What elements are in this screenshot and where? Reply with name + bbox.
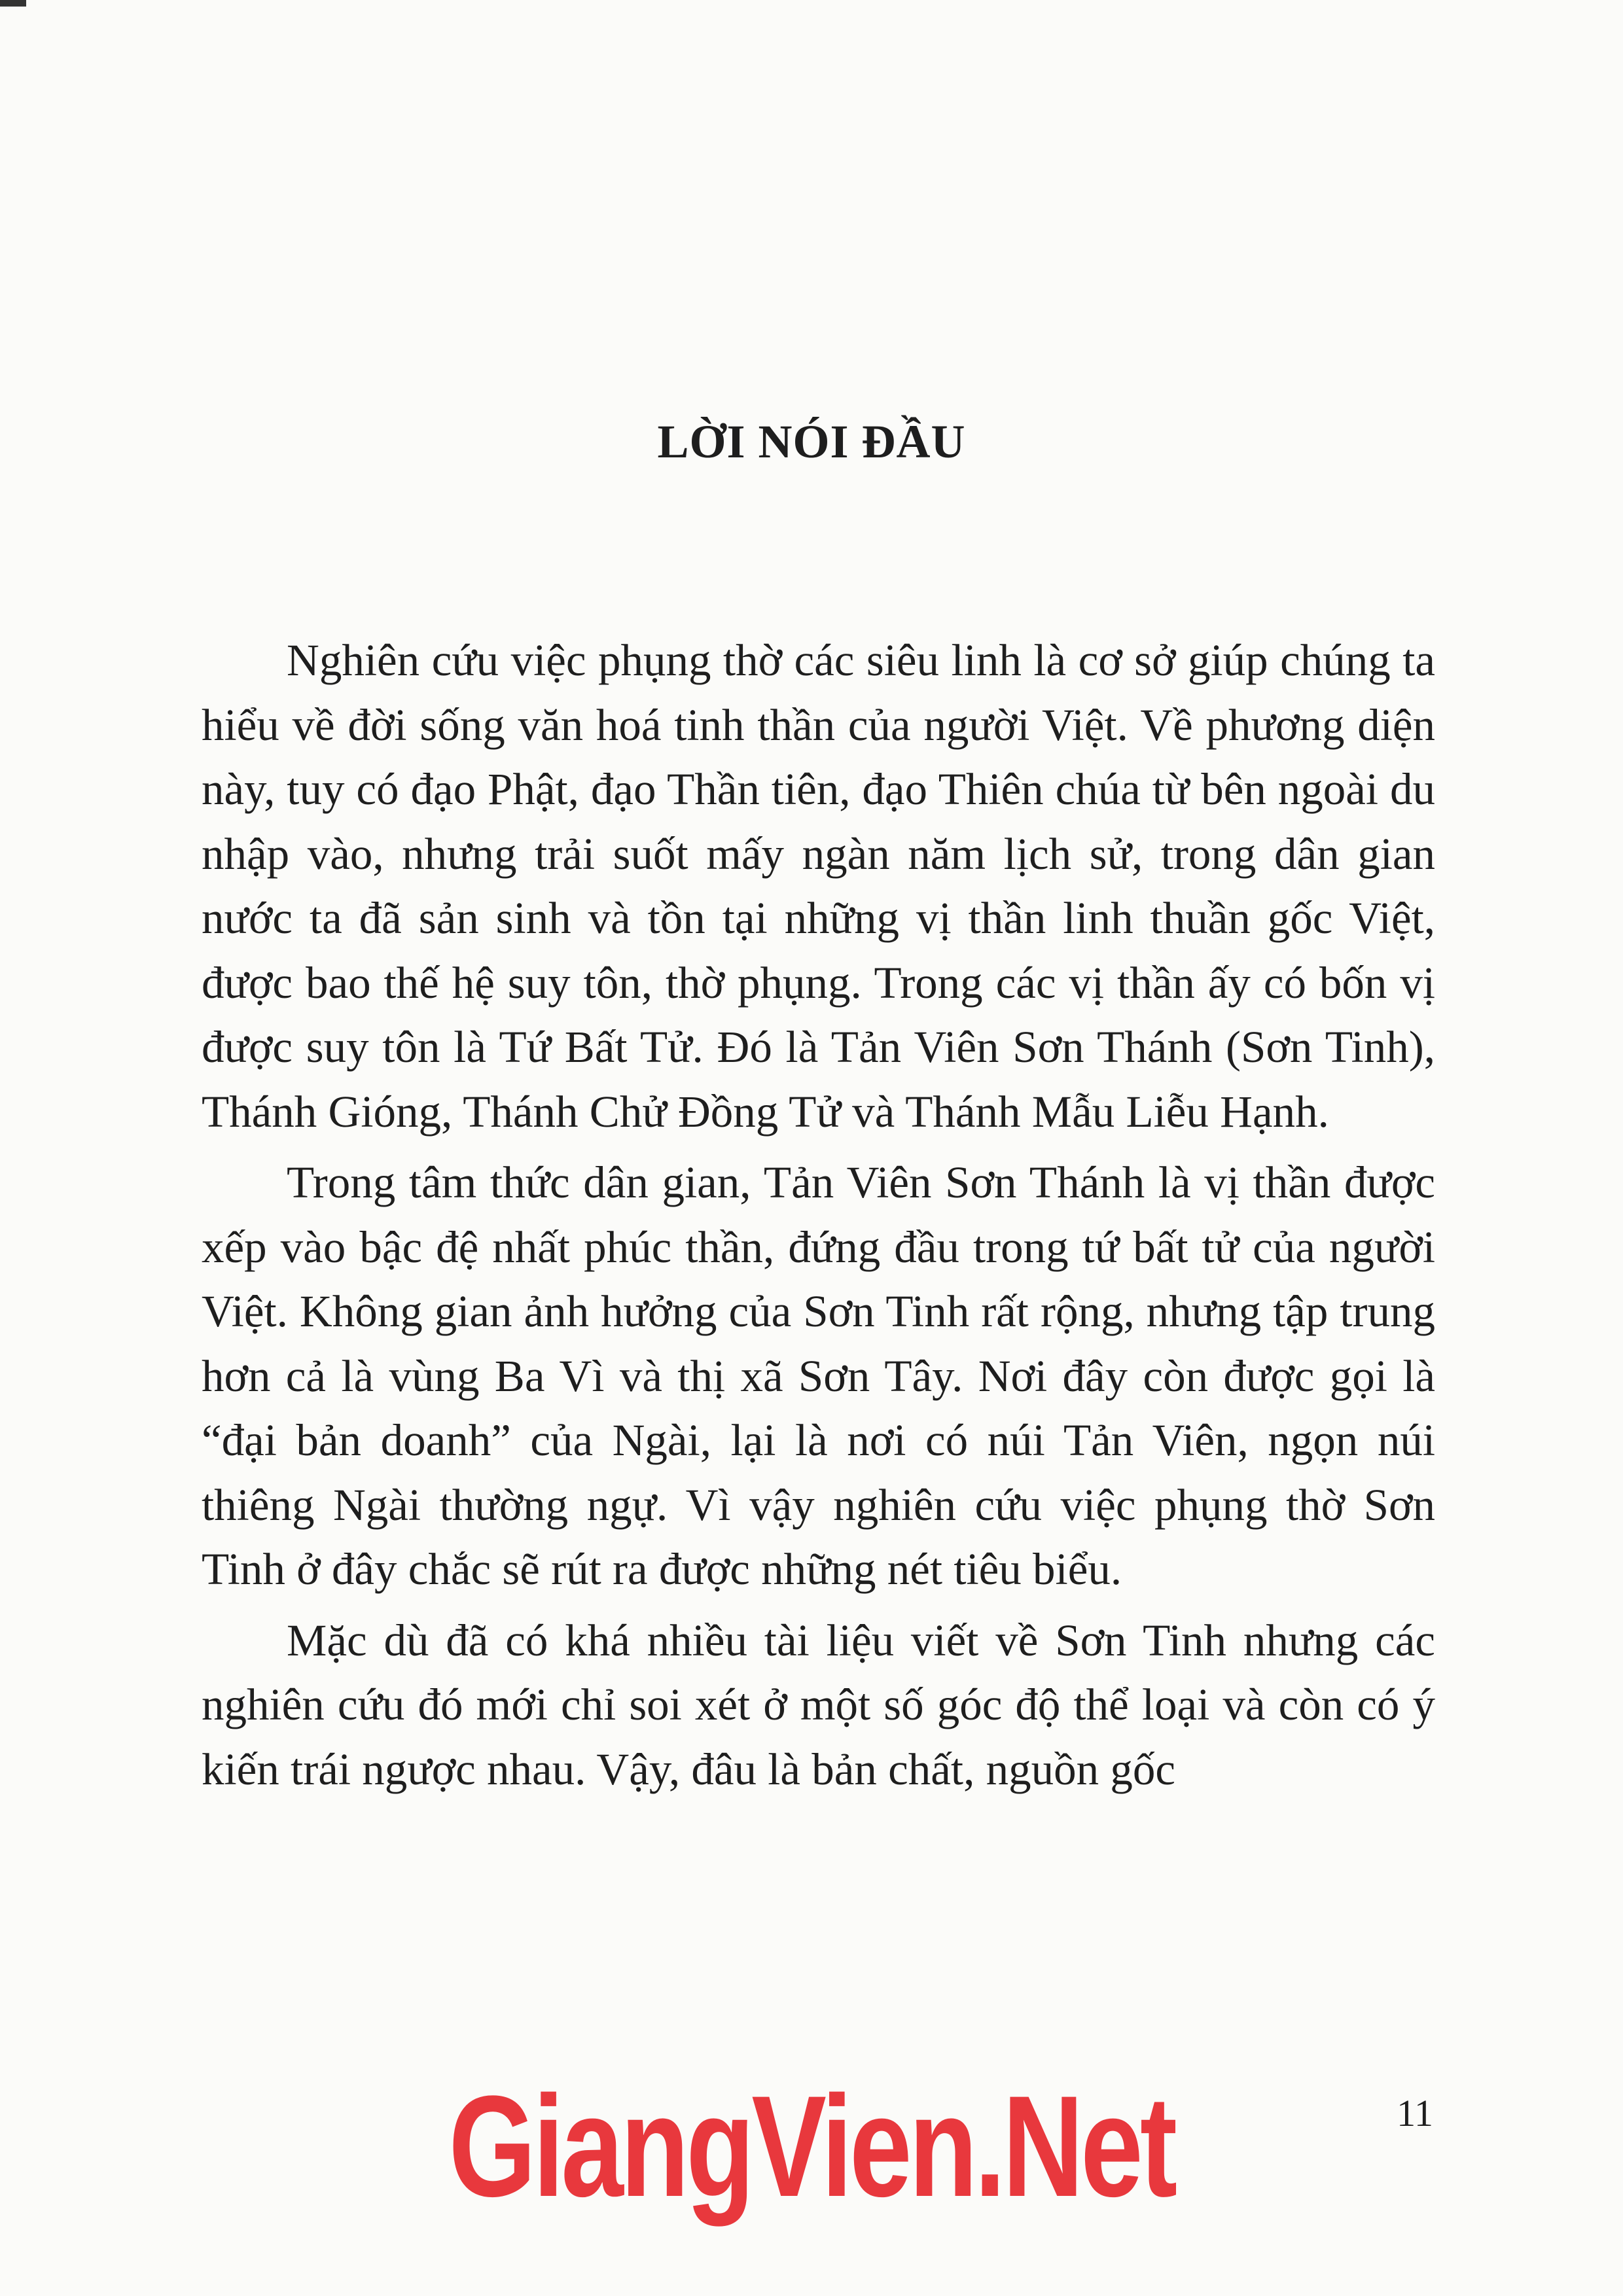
paragraph-3: Mặc dù đã có khá nhiều tài liệu viết về Sơn Tinh nhưng các nghiên cứu đó mới chỉ soi xét ở một số góc độ thể loại và còn có ý kiến trái ngược nhau. Vậy, đâu là bản chất, nguồn gốc [202,1615,1435,1794]
page-title: LỜI NÓI ĐẦU [657,415,966,468]
paragraph-1: Nghiên cứu việc phụng thờ các siêu linh là cơ sở giúp chúng ta hiểu về đời sống văn hoá tinh thần của người Việt. Về phương diện này, tuy có đạo Phật, đạo Thần tiên, đạo Thiên chúa từ bên ngoài du nhập vào, nhưng trải suốt mấy ngàn năm lịch sử, trong dân gian nước ta đã sản sinh và tồn tại những vị thần linh thuần gốc Việt, được bao thế hệ suy tôn, thờ phụng. Trong các vị thần ấy có bốn vị được suy tôn là Tứ Bất Tử. Đó là Tản Viên Sơn Thánh (Sơn Tinh), Thánh Gióng, Thánh Chử Đồng Tử và Thánh Mẫu Liễu Hạnh. [202,635,1435,1137]
body-text [202,628,1435,1808]
paragraph-2: Trong tâm thức dân gian, Tản Viên Sơn Thánh là vị thần được xếp vào bậc đệ nhất phúc thần, đứng đầu trong tứ bất tử của người Việt. Không gian ảnh hưởng của Sơn Tinh rất rộng, nhưng tập trung hơn cả là vùng Ba Vì và thị xã Sơn Tây. Nơi đây còn được gọi là “đại bản doanh” của Ngài, lại là nơi có núi Tản Viên, ngọn núi thiêng Ngài thường ngự. Vì vậy nghiên cứu việc phụng thờ Sơn Tinh ở đây chắc sẽ rút ra được những nét tiêu biểu. [202,1157,1435,1594]
scan-edge-mark [0,0,26,7]
page-number: 11 [1397,2092,1433,2134]
watermark-logo: GiangVien.Net [448,2066,1175,2227]
